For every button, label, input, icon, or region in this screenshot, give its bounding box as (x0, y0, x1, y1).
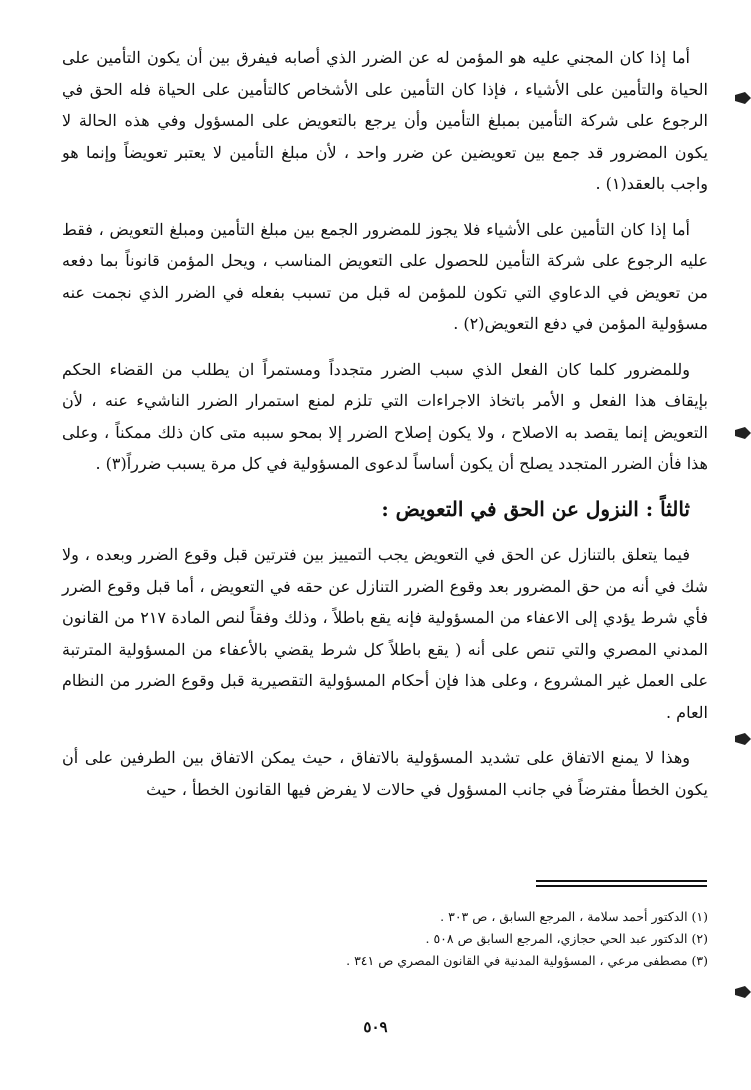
footnote-separator-rule-2 (536, 885, 707, 887)
paragraph-4: فيما يتعلق بالتنازل عن الحق في التعويض يجب التمييز بين فترتين قبل وقوع الضرر وبعده ، ولا شك في أنه من حق المضرور بعد وقوع الضرر التنازل عن حقه في التعويض ، أما قبل وقوع الضرر فأي شرط يؤدي إلى الاعفاء من المسؤولية فإنه يقع باطلاً ، وذلك وفقاً لنص المادة ٢١٧ من القانون المدني المصري والتي تنص على أنه ( يقع باطلاً كل شرط يقضي بالأعفاء من المسؤولية المترتبة على العمل غير المشروع ، وعلى هذا فإن أحكام المسؤولية التقصيرية قبل وقوع الضرر من النظام العام . (62, 545, 708, 722)
paragraph-1: أما إذا كان المجني عليه هو المؤمن له عن الضرر الذي أصابه فيفرق بين أن يكون التأمين على الحياة والتأمين على الأشياء ، فإذا كان التأمين على الأشخاص كالتأمين على الحياة فله الحق في الرجوع على شركة التأمين بمبلغ التأمين وأن يرجع بالتعويض على المسؤول وفي هذه الحالة لا يكون المضرور قد جمع بين تعويضين عن ضرر واحد ، لأن مبلغ التأمين لا يعتبر تعويضاً وإنما هو واجب بالعقد(١) . (62, 48, 708, 193)
body-text (62, 42, 708, 819)
section-heading: ثالثاً : النزول عن الحق في التعويض : (381, 496, 690, 521)
footnote-1: (١) الدكتور أحمد سلامة ، المرجع السابق ، ص ٣٠٣ . (440, 909, 708, 924)
footnote-separator-rule (536, 880, 707, 882)
paragraph-2: أما إذا كان التأمين على الأشياء فلا يجوز للمضرور الجمع بين مبلغ التأمين ومبلغ التعويض ، فقط عليه الرجوع على شركة التأمين للحصول على التعويض المناسب ، ويحل المؤمن قانوناً بما دفعه من تعويض في الدعاوي التي تكون للمؤمن له قبل من تسبب بفعله في الضرر الذي نجمت عنه مسؤولية المؤمن في دفع التعويض(٢) . (62, 219, 708, 333)
page-number: ٥٠٩ (363, 1018, 388, 1036)
paragraph-5: وهذا لا يمنع الاتفاق على تشديد المسؤولية بالاتفاق ، حيث يمكن الاتفاق بين الطرفين على أن يكون الخطأ مفترضاً في جانب المسؤول في حالات لا يفرض فيها القانون الخطأ ، حيث (62, 748, 708, 799)
margin-mark-icon (735, 92, 751, 104)
footnote-2: (٢) الدكتور عبد الحي حجازي، المرجع السابق ص ٥٠٨ . (425, 931, 708, 946)
margin-mark-icon (735, 427, 751, 439)
paragraph-3: وللمضرور كلما كان الفعل الذي سبب الضرر متجدداً ومستمراً ان يطلب من القضاء الحكم بإيقاف هذا الفعل و الأمر باتخاذ الاجراءات التي تلزم لمنع استمرار الضرر الناشيء عنه ، لأن التعويض إنما يقصد به الاصلاح ، ولا يكون إصلاح الضرر إلا بمحو سببه متى كان ذلك ممكناً ، وعلى هذا فأن الضرر المتجدد يصلح أن يكون أساساً لدعوى المسؤولية في كل مرة يسبب ضرراً(٣) . (62, 359, 709, 473)
footnote-3: (٣) مصطفى مرعي ، المسؤولية المدنية في القانون المصري ص ٣٤١ . (346, 953, 708, 968)
margin-mark-icon (735, 733, 751, 745)
margin-mark-icon (735, 986, 751, 998)
footnotes (62, 906, 708, 972)
